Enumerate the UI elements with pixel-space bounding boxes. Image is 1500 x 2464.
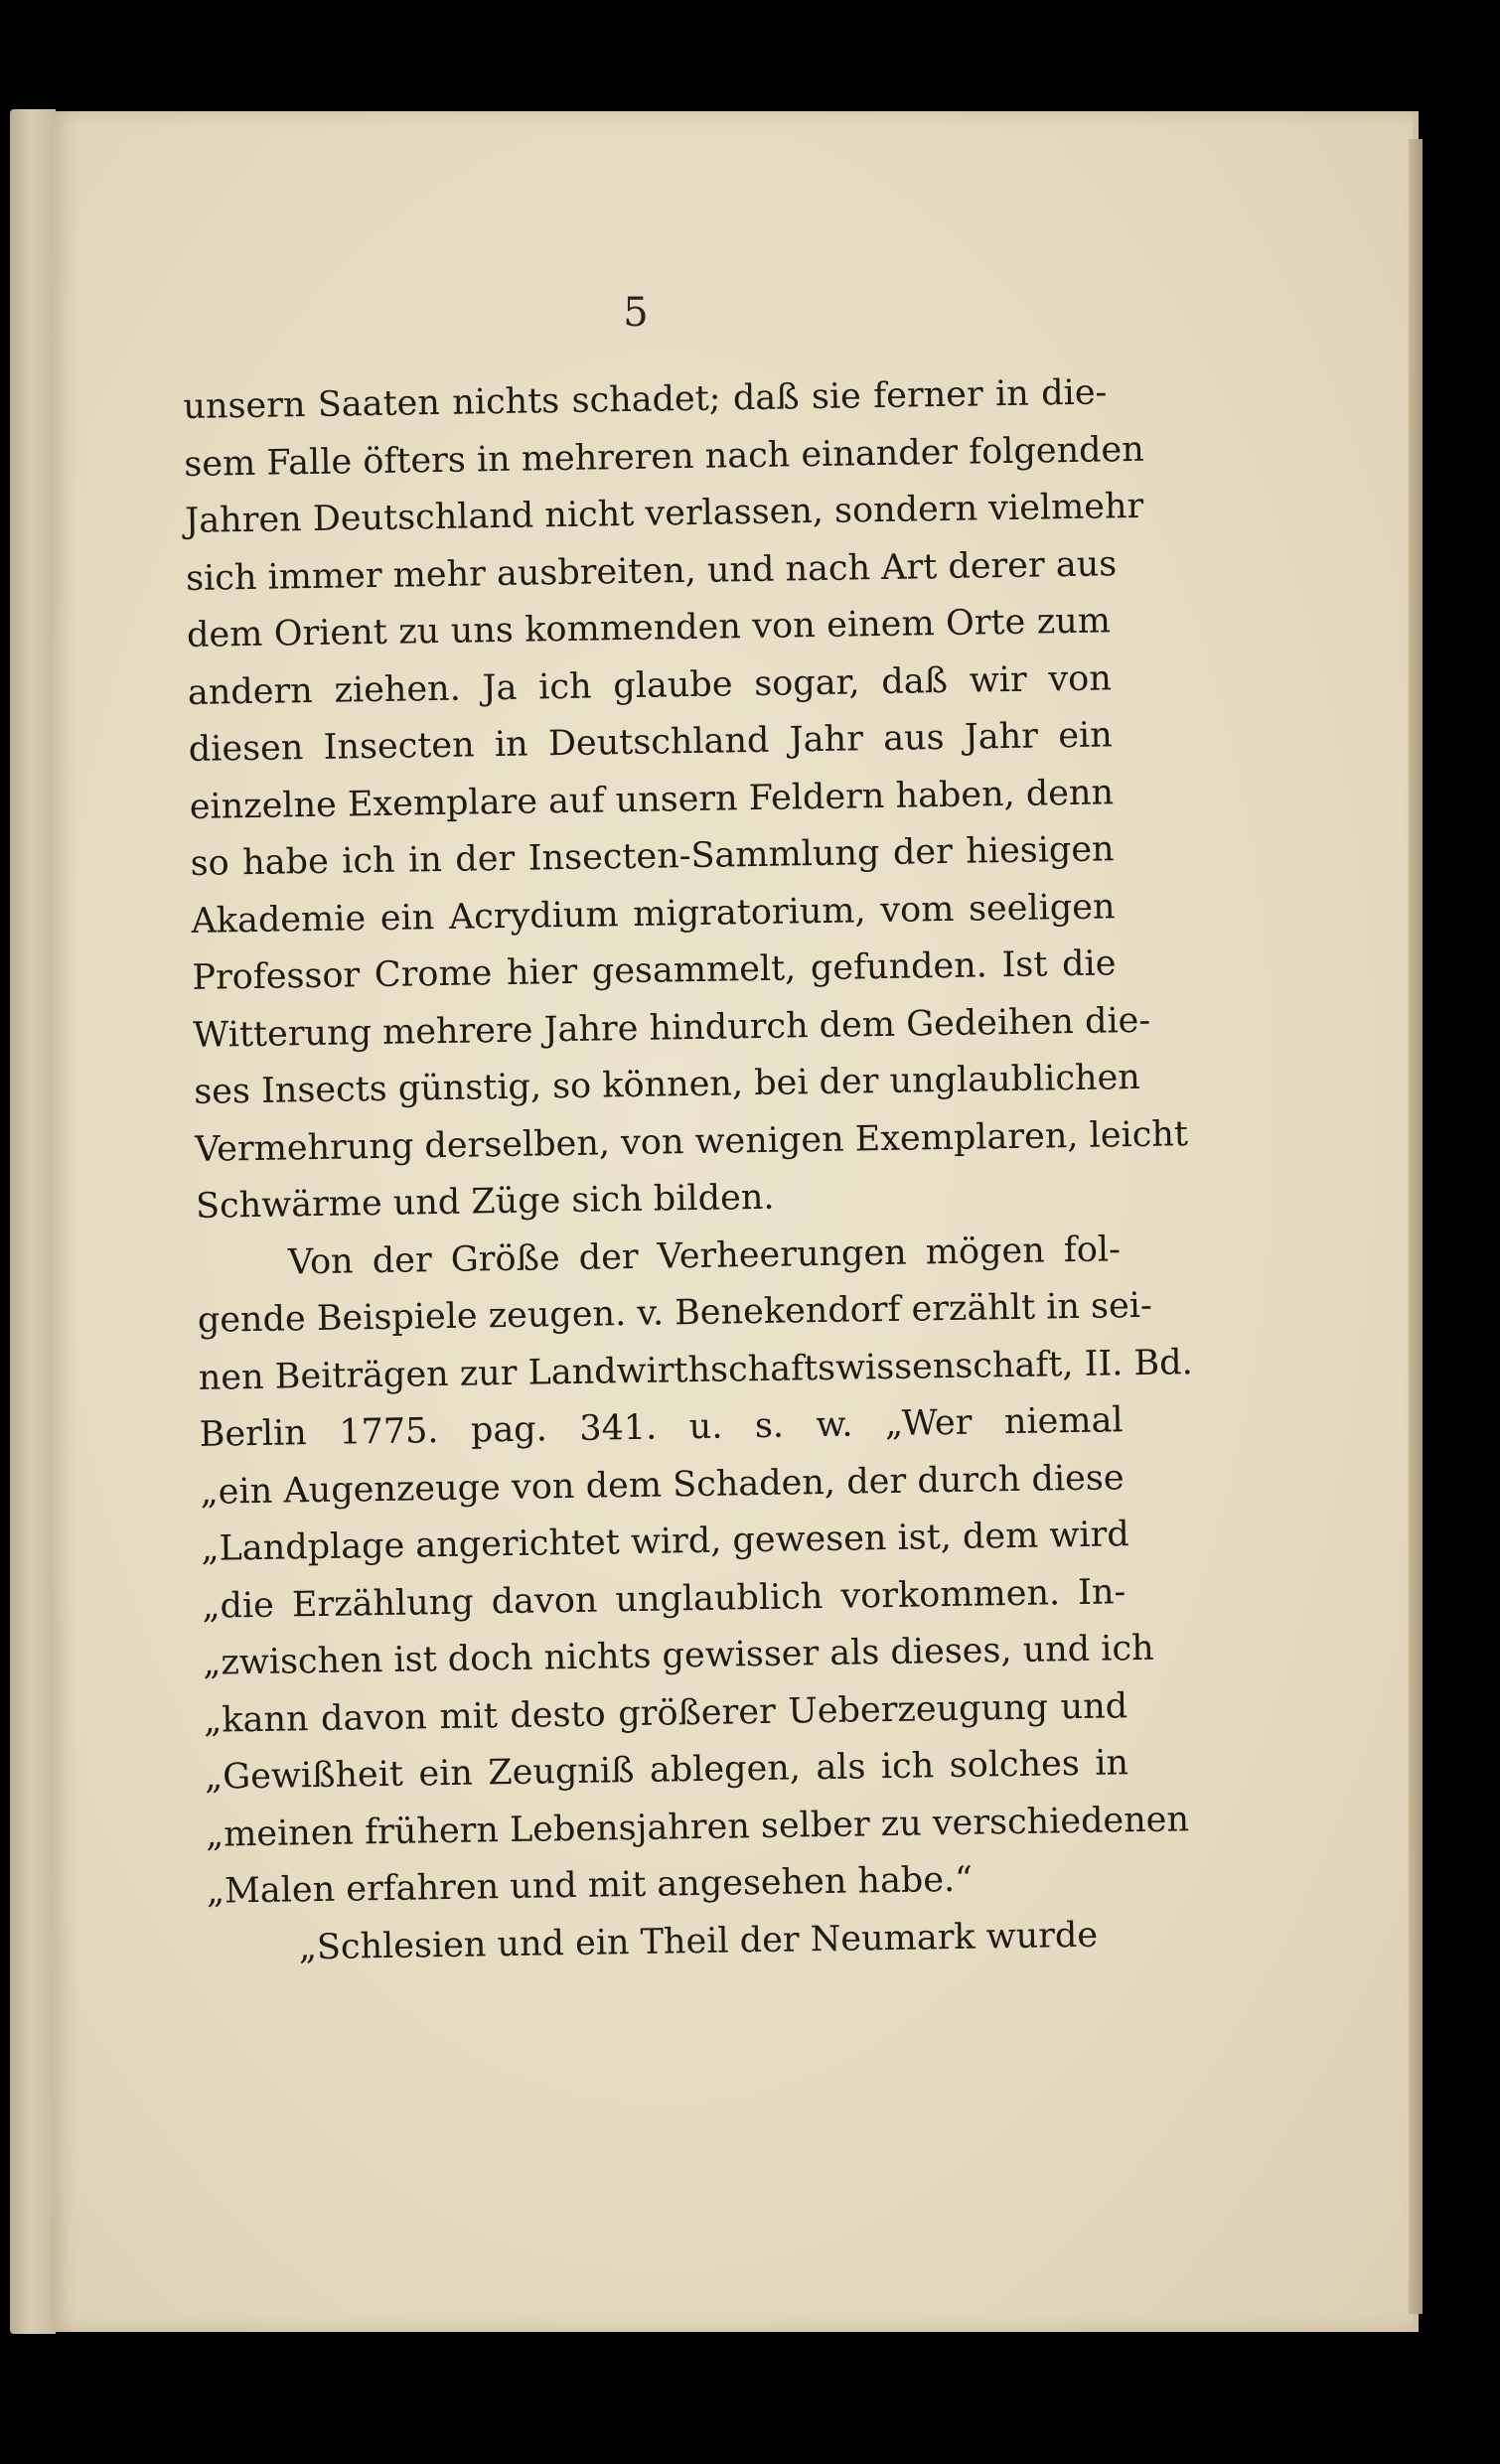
text-line: sem Falle öfters in mehreren nach einander folgenden — [184, 429, 1145, 485]
text-line: Akademie ein Acrydium migratorium, vom seeligen — [191, 886, 1116, 942]
text-line: gende Beispiele zeugen. v. Benekendorf erzählt in sei- — [197, 1285, 1153, 1341]
paragraph-start-line: „Schlesien und ein Theil der Neumark wurde — [298, 1915, 1099, 1967]
text-line: „Malen erfahren und mit angesehen habe.“ — [206, 1859, 974, 1912]
page-stack-edge — [1409, 139, 1423, 2314]
text-line: Vermehrung derselben, von wenigen Exemplaren, leicht — [194, 1113, 1189, 1170]
text-line: nen Beiträgen zur Landwirthschaftswissenschaft, II. Bd. — [198, 1342, 1194, 1398]
text-line: Jahren Deutschland nicht verlassen, sondern vielmehr — [184, 486, 1144, 541]
text-line: einzelne Exemplare auf unsern Feldern haben, denn — [189, 772, 1115, 827]
text-line: unsern Saaten nichts schadet; daß sie ferner in die- — [183, 372, 1108, 427]
text-line: so habe ich in der Insecten-Sammlung der hiesigen — [190, 829, 1115, 884]
text-line: andern ziehen. Ja ich glaube sogar, daß wir von — [187, 657, 1113, 713]
book-spine-edge — [10, 109, 56, 2334]
text-line: diesen Insecten in Deutschland Jahr aus Jahr ein — [188, 715, 1114, 770]
text-line: Schwärme und Züge sich bilden. — [195, 1177, 775, 1227]
text-line: „ein Augenzeuge von dem Schaden, der durch diese — [200, 1457, 1125, 1513]
text-line: „Gewißheit ein Zeugniß ablegen, als ich solches in — [204, 1743, 1129, 1798]
paragraph-start-line: Von der Größe der Verheerungen mögen fol- — [287, 1229, 1122, 1282]
page-number: 5 — [623, 290, 649, 336]
text-line: sich immer mehr ausbreiten, und nach Art derer aus — [185, 543, 1118, 599]
text-line: ses Insects günstig, so können, bei der unglaublichen — [193, 1057, 1141, 1112]
body-text — [183, 364, 1194, 1977]
text-line: „meinen frühern Lebensjahren selber zu verschiedenen — [205, 1799, 1190, 1855]
text-line: Professor Crome hier gesammelt, gefunden. Ist die — [192, 943, 1117, 998]
text-line: Berlin 1775. pag. 341. u. s. w. „Wer niemal — [199, 1400, 1124, 1455]
text-line: „kann davon mit desto größerer Ueberzeugung und — [203, 1685, 1128, 1741]
text-line: Witterung mehrere Jahre hindurch dem Gedeihen die- — [193, 1000, 1151, 1056]
text-line: dem Orient zu uns kommenden von einem Orte zum — [186, 601, 1112, 655]
text-line: „die Erzählung davon unglaublich vorkommen. In- — [202, 1571, 1126, 1627]
text-line: „zwischen ist doch nichts gewisser als dieses, und ich — [202, 1628, 1154, 1683]
text-line: „Landplage angerichtet wird, gewesen ist, dem wird — [201, 1515, 1130, 1569]
